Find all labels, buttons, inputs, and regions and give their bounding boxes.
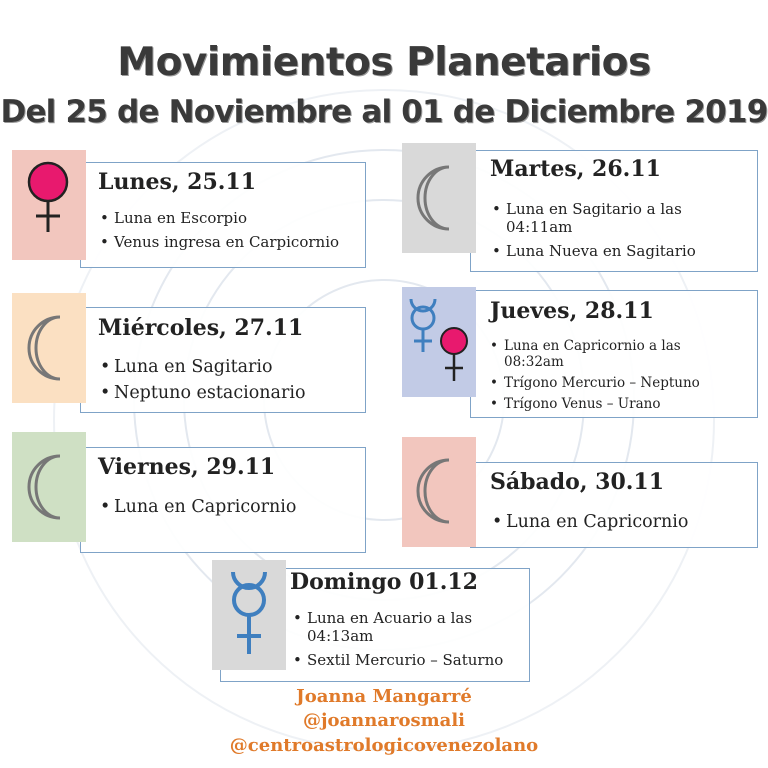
- venus-icon: [20, 158, 76, 238]
- event-item: • Luna Nueva en Sagitario: [492, 242, 697, 260]
- day-title: Sábado, 30.11: [490, 469, 665, 495]
- event-item: • Luna en Capricornio: [492, 511, 754, 533]
- event-list: [100, 209, 360, 257]
- day-title: Viernes, 29.11: [98, 454, 276, 480]
- author-handle: @joannarosmali: [302, 710, 466, 731]
- mercury-icon: [225, 568, 273, 658]
- moon-icon: [24, 452, 74, 522]
- event-item: • Luna en Capricornio: [100, 496, 362, 518]
- page-title: Movimientos Planetarios: [117, 40, 651, 85]
- venus-icon: [436, 325, 472, 385]
- page-subtitle: Del 25 de Noviembre al 01 de Diciembre 2019: [0, 94, 768, 130]
- day-title: Jueves, 28.11: [490, 298, 654, 324]
- event-item: • Venus ingresa en Carpicornio: [100, 233, 360, 251]
- author-name: Joanna Mangarré: [296, 686, 472, 707]
- moon-icon: [24, 313, 74, 383]
- event-item: • Trígono Venus – Urano: [490, 396, 720, 412]
- moon-icon: [413, 163, 463, 233]
- day-title: Miércoles, 27.11: [98, 315, 304, 341]
- center-handle: @centroastrologicovenezolano: [229, 735, 539, 756]
- event-item: • Sextil Mercurio – Saturno: [293, 651, 508, 669]
- event-list: [100, 496, 362, 522]
- event-list: [100, 356, 362, 408]
- event-item: • Luna en Sagitario: [100, 356, 362, 378]
- event-item: • Luna en Capricornio a las 08:32am: [490, 338, 704, 370]
- event-list: [492, 511, 754, 537]
- event-item: • Luna en Sagitario a las 04:11am: [492, 200, 697, 236]
- event-list: [490, 338, 720, 417]
- event-item: • Trígono Mercurio – Neptuno: [490, 375, 720, 391]
- event-item: • Neptuno estacionario: [100, 382, 362, 404]
- moon-icon: [413, 456, 463, 526]
- event-item: • Luna en Acuario a las 04:13am: [293, 609, 497, 645]
- day-title: Martes, 26.11: [490, 156, 661, 182]
- day-title: Lunes, 25.11: [98, 169, 257, 195]
- day-title: Domingo 01.12: [290, 569, 478, 595]
- event-list: [293, 609, 508, 675]
- event-list: [492, 200, 697, 266]
- event-item: • Luna en Escorpio: [100, 209, 360, 227]
